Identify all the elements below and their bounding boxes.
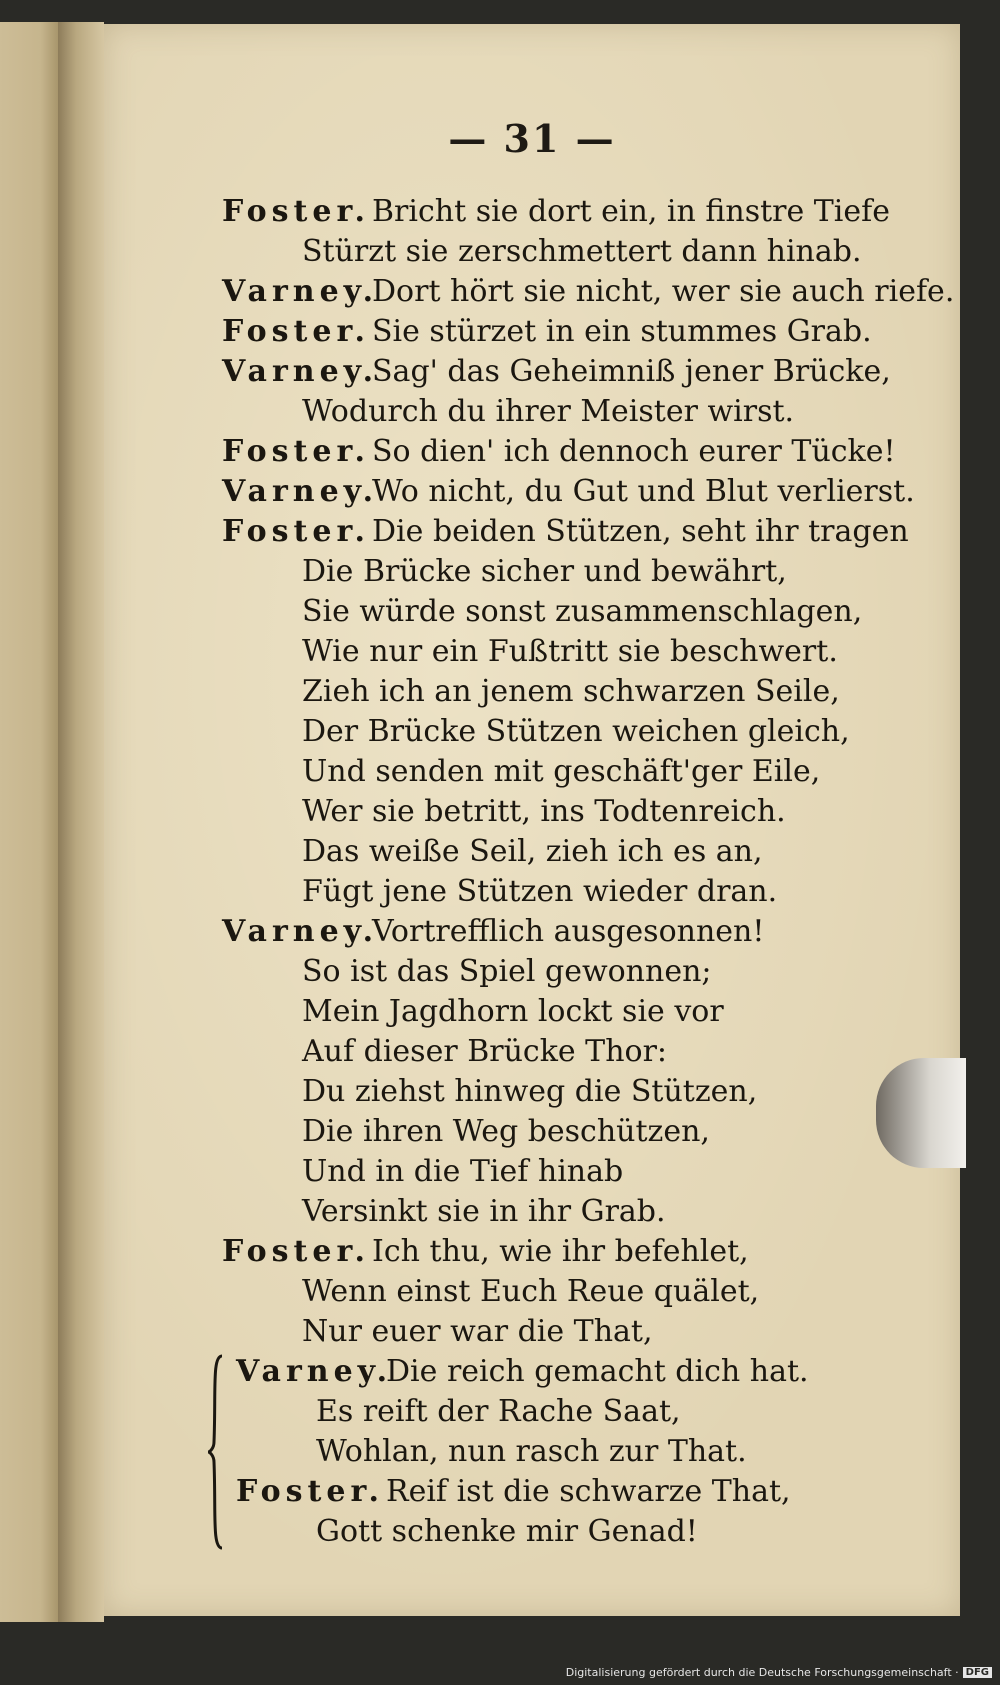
book-page (104, 24, 960, 1616)
verse-line (222, 472, 982, 512)
verse-line (222, 992, 982, 1032)
verse-text: Reif ist die schwarze That, (386, 1474, 791, 1509)
verse-text: So ist das Spiel gewonnen; (302, 954, 712, 989)
verse-text: Wer sie betritt, ins Todtenreich. (302, 794, 786, 829)
speaker-name: Foster. (236, 1474, 384, 1509)
verse-text: Wie nur ein Fußtritt sie beschwert. (302, 634, 838, 669)
verse-text: Auf dieser Brücke Thor: (302, 1034, 668, 1069)
dfg-logo: DFG (963, 1667, 992, 1678)
verse-text: Vortrefflich ausgesonnen! (372, 914, 765, 949)
verse-text: Versinkt sie in ihr Grab. (302, 1194, 666, 1229)
verse-line (222, 512, 982, 552)
speaker-name: Varney. (222, 914, 379, 949)
verse-line (222, 592, 982, 632)
left-page-edge (0, 22, 58, 1622)
verse-text: Zieh ich an jenem schwarzen Seile, (302, 674, 840, 709)
verse-line (222, 432, 982, 472)
verse-line (222, 392, 982, 432)
verse-line (222, 632, 982, 672)
verse-text: Mein Jagdhorn lockt sie vor (302, 994, 724, 1029)
verse-text: Bricht sie dort ein, in finstre Tiefe (372, 194, 890, 229)
verse-text: Ich thu, wie ihr befehlet, (372, 1234, 749, 1269)
verse-line (222, 1032, 982, 1072)
speaker-name: Varney. (222, 474, 379, 509)
verse-text: Es reift der Rache Saat, (316, 1394, 681, 1429)
verse-line (222, 1192, 982, 1232)
verse-line (236, 1472, 982, 1512)
verse-text: Sag' das Geheimniß jener Brücke, (372, 354, 891, 389)
verse-block (222, 192, 982, 1552)
verse-text: Du ziehst hinweg die Stützen, (302, 1074, 758, 1109)
verse-text: Und in die Tief hinab (302, 1154, 624, 1189)
verse-line (222, 752, 982, 792)
verse-line (222, 352, 982, 392)
book-gutter (58, 22, 104, 1622)
bracketed-dialogue (212, 1352, 982, 1552)
page-number: — 31 — (448, 116, 616, 161)
speaker-name: Varney. (222, 354, 379, 389)
verse-text: So dien' ich dennoch eurer Tücke! (372, 434, 896, 469)
verse-text: Wo nicht, du Gut und Blut verlierst. (372, 474, 915, 509)
verse-text: Der Brücke Stützen weichen gleich, (302, 714, 850, 749)
verse-line (222, 192, 982, 232)
verse-text: Wenn einst Euch Reue quälet, (302, 1274, 760, 1309)
brace-icon (206, 1352, 226, 1552)
verse-line (236, 1352, 982, 1392)
scanner-thumb (876, 1058, 966, 1168)
verse-text: Die ihren Weg beschützen, (302, 1114, 710, 1149)
verse-line (222, 232, 982, 272)
verse-text: Nur euer war die That, (302, 1314, 653, 1349)
speaker-name: Varney. (222, 274, 379, 309)
verse-line (222, 872, 982, 912)
verse-text: Stürzt sie zerschmettert dann hinab. (302, 234, 862, 269)
verse-text: Die Brücke sicher und bewährt, (302, 554, 787, 589)
verse-line (222, 312, 982, 352)
verse-text: Fügt jene Stützen wieder dran. (302, 874, 778, 909)
verse-line (222, 792, 982, 832)
verse-line (222, 1272, 982, 1312)
speaker-name: Varney. (236, 1354, 393, 1389)
verse-line (222, 1112, 982, 1152)
verse-text: Sie stürzet in ein stummes Grab. (372, 314, 872, 349)
verse-text: Gott schenke mir Genad! (316, 1514, 698, 1549)
verse-line (222, 1152, 982, 1192)
speaker-name: Foster. (222, 434, 370, 469)
verse-text: Und senden mit geschäft'ger Eile, (302, 754, 821, 789)
bracketed-lines (236, 1352, 982, 1552)
speaker-name: Foster. (222, 1234, 370, 1269)
verse-text: Die beiden Stützen, seht ihr tragen (372, 514, 909, 549)
speaker-name: Foster. (222, 514, 370, 549)
verse-line (222, 712, 982, 752)
verse-line (222, 672, 982, 712)
verse-line (222, 912, 982, 952)
verse-text: Wohlan, nun rasch zur That. (316, 1434, 747, 1469)
digitization-footer (566, 1661, 992, 1683)
verse-text: Dort hört sie nicht, wer sie auch riefe. (372, 274, 955, 309)
speaker-name: Foster. (222, 314, 370, 349)
verse-line (222, 1232, 982, 1272)
verse-text: Wodurch du ihrer Meister wirst. (302, 394, 795, 429)
verse-line (236, 1512, 982, 1552)
verse-line (222, 272, 982, 312)
speaker-name: Foster. (222, 194, 370, 229)
verse-line (236, 1432, 982, 1472)
verse-line (222, 552, 982, 592)
verse-line (222, 832, 982, 872)
verse-text: Das weiße Seil, zieh ich es an, (302, 834, 763, 869)
verse-line (236, 1392, 982, 1432)
verse-text: Sie würde sonst zusammenschlagen, (302, 594, 863, 629)
verse-line (222, 1312, 982, 1352)
verse-line (222, 1072, 982, 1112)
verse-line (222, 952, 982, 992)
footer-text: Digitalisierung gefördert durch die Deutsche Forschungsgemeinschaft · (565, 1665, 959, 1679)
dialogue-lines (222, 192, 982, 1352)
verse-text: Die reich gemacht dich hat. (386, 1354, 809, 1389)
